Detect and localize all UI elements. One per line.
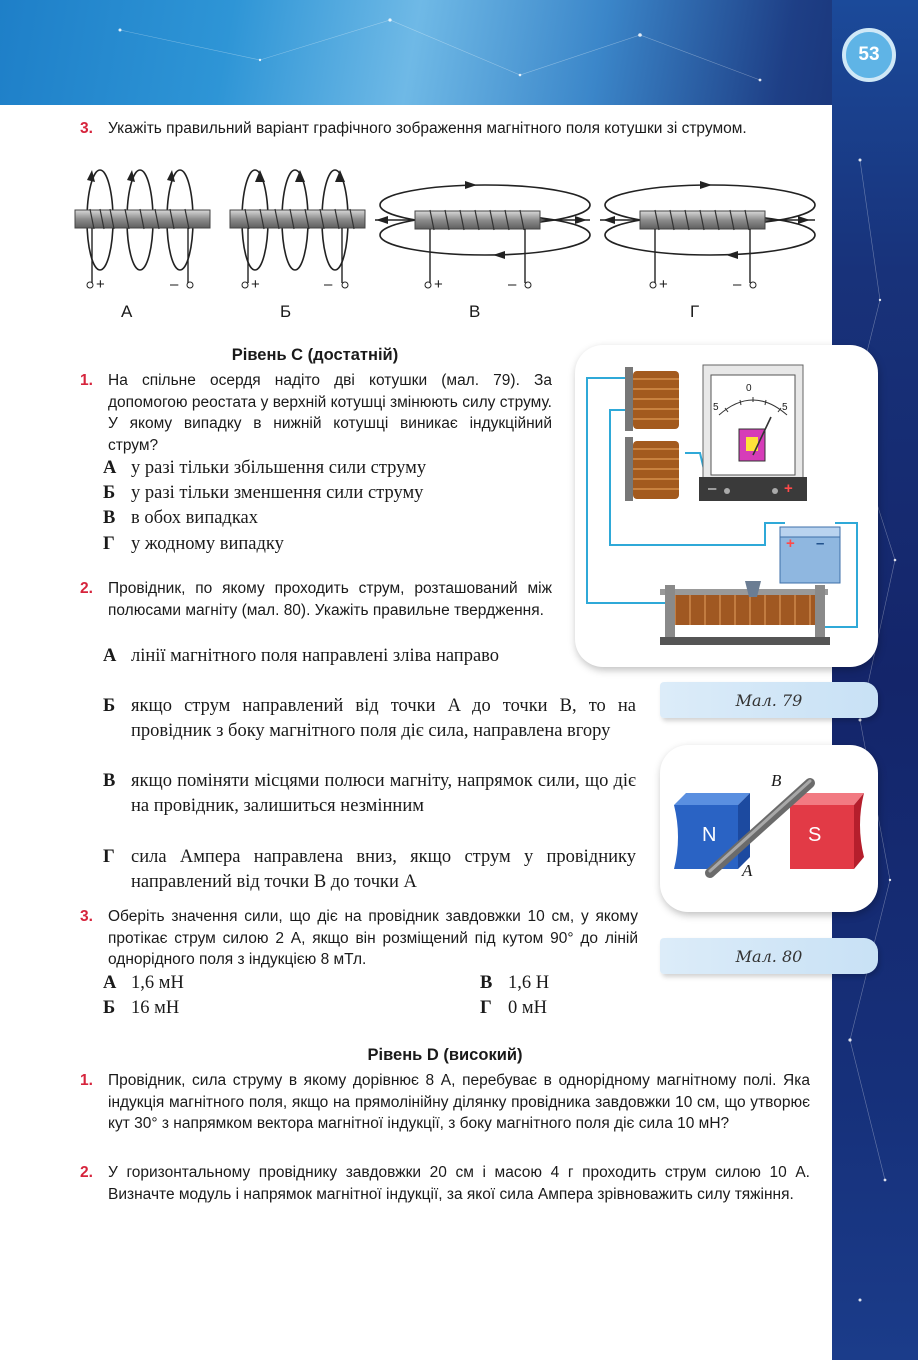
option-text: сила Ампера направлена вниз, якщо струм у провіднику направлений від точки B до точки A — [131, 847, 636, 892]
q3-top-text: Укажіть правильний варіант графічного зображення магнітного поля котушки зі струмом. — [108, 120, 747, 137]
page-number-badge: 53 — [842, 28, 896, 82]
option-letter: Г — [103, 534, 115, 554]
figure-80-box — [660, 745, 878, 912]
coil-label-b: Б — [280, 302, 292, 321]
meter-minus-label: – — [708, 480, 717, 497]
d-q1-text: Провідник, сила струму в якому дорівнює 8 А, перебуває в однорідному магнітному полі. Яка індукція магнітного поля, якщо на прямолінійну ділянку провідника завдовжки 10 см, що утворює кут 30° з напрямком вектора магнітної індукції, з боку магнітного поля діє сила 10 мН? — [108, 1072, 810, 1132]
coil-b-minus: – — [324, 276, 333, 293]
option-text: якщо поміняти місцями полюси магніту, напрямок сили, що діє на провідник, залишиться незмінним — [131, 771, 636, 816]
coil-figure-g — [600, 181, 815, 288]
conductor-point-b: B — [771, 771, 782, 790]
option-letter: В — [103, 508, 116, 528]
figure-80-magnet — [660, 745, 878, 912]
q3-top-number: 3. — [80, 120, 93, 137]
coil-figure-b — [230, 170, 365, 288]
option-text: 0 мН — [508, 998, 547, 1018]
c-q1-option-a — [103, 456, 553, 481]
figure-79-box — [575, 345, 878, 667]
meter-zero-label: 0 — [746, 383, 752, 394]
option-letter: А — [103, 458, 117, 478]
c-q1-option-g — [103, 532, 553, 557]
c-q3-option-b — [103, 996, 303, 1021]
c-q1-option-v — [103, 506, 553, 531]
option-text: якщо струм направлений від точки A до точки B, то на провідник з боку магнітного поля діє сила, направлена вгору — [131, 696, 636, 741]
meter-left-label: 5 — [713, 402, 719, 413]
battery-plus-label: + — [786, 535, 795, 552]
option-text: у жодному випадку — [131, 534, 284, 554]
d-q2-text: У горизонтальному провіднику завдовжки 20 см і масою 4 г проходить струм силою 10 А. Визначте модуль і напрямок магнітної індукції, за якої сила Ампера зрівноважить силу тяжіння. — [108, 1164, 810, 1203]
level-c-heading: Рівень С (достатній) — [231, 346, 399, 364]
c-q1-option-b — [103, 481, 553, 506]
c-q2-option-b — [103, 694, 638, 769]
option-text: у разі тільки збільшення сили струму — [131, 458, 427, 478]
figure-79-caption: Мал. 79 — [660, 682, 878, 718]
option-letter: А — [103, 646, 117, 666]
coil-v-plus: + — [434, 276, 443, 293]
coil-a-plus: + — [96, 276, 105, 293]
c-q3-number: 3. — [80, 908, 93, 925]
coil-a-minus: – — [170, 276, 179, 293]
option-text: 1,6 Н — [508, 973, 550, 993]
c-q3-option-a — [103, 971, 303, 996]
option-letter: А — [103, 973, 117, 993]
c-q2-text: Провідник, по якому проходить струм, розташований між полюсами магніту (мал. 80). Укажіть правильне твердження. — [108, 580, 552, 619]
option-text: лінії магнітного поля направлені зліва направо — [131, 646, 500, 666]
coil-figure-a — [75, 170, 210, 288]
coil-g-plus: + — [659, 276, 668, 293]
d-q2-number: 2. — [80, 1164, 93, 1181]
battery-minus-label: – — [816, 535, 825, 552]
option-letter: В — [480, 973, 493, 993]
coil-label-v: В — [469, 302, 481, 321]
option-text: у разі тільки зменшення сили струму — [131, 483, 424, 503]
c-q3-option-g — [480, 996, 680, 1021]
coil-label-g: Г — [690, 302, 700, 321]
c-q2-number: 2. — [80, 580, 93, 597]
option-letter: В — [103, 771, 116, 791]
coil-g-minus: – — [733, 276, 742, 293]
c-q2-option-v — [103, 769, 638, 844]
meter-right-label: 5 — [782, 402, 788, 413]
c-q2-option-a — [103, 644, 553, 694]
option-letter: Б — [103, 696, 116, 716]
meter-plus-label: + — [784, 480, 793, 497]
coil-field-diagrams — [70, 165, 820, 300]
conductor-point-a: A — [742, 861, 753, 880]
c-q3-option-v — [480, 971, 680, 996]
magnet-pole-s: S — [808, 824, 822, 846]
level-d-heading: Рівень D (високий) — [367, 1046, 523, 1064]
magnet-pole-n: N — [702, 824, 717, 846]
c-q3-text: Оберіть значення сили, що діє на провідник завдовжки 10 см, у якому протікає струм силою 2 А, якщо він розміщений під кутом 90° до ліній однорідного поля з індукцією 8 мТл. — [108, 908, 638, 968]
c-q2-option-g — [103, 845, 638, 895]
c-q1-number: 1. — [80, 372, 93, 389]
option-text: в обох випадках — [131, 508, 259, 528]
option-text: 1,6 мН — [131, 973, 184, 993]
figure-79-circuit — [575, 345, 878, 667]
coil-figure-v — [375, 181, 590, 288]
c-q1-text: На спільне осердя надіто дві котушки (мал. 79). За допомогою реостата у верхній котушці змінюють силу струму. У якому випадку в нижній котушці виникає індукційний струм? — [108, 372, 552, 454]
d-q1-number: 1. — [80, 1072, 93, 1089]
coil-label-a: А — [121, 302, 133, 321]
option-text: 16 мН — [131, 998, 180, 1018]
coil-v-minus: – — [508, 276, 517, 293]
option-letter: Б — [103, 483, 116, 503]
figure-80-caption: Мал. 80 — [660, 938, 878, 974]
option-letter: Б — [103, 998, 116, 1018]
option-letter: Г — [480, 998, 492, 1018]
coil-b-plus: + — [251, 276, 260, 293]
option-letter: Г — [103, 847, 115, 867]
